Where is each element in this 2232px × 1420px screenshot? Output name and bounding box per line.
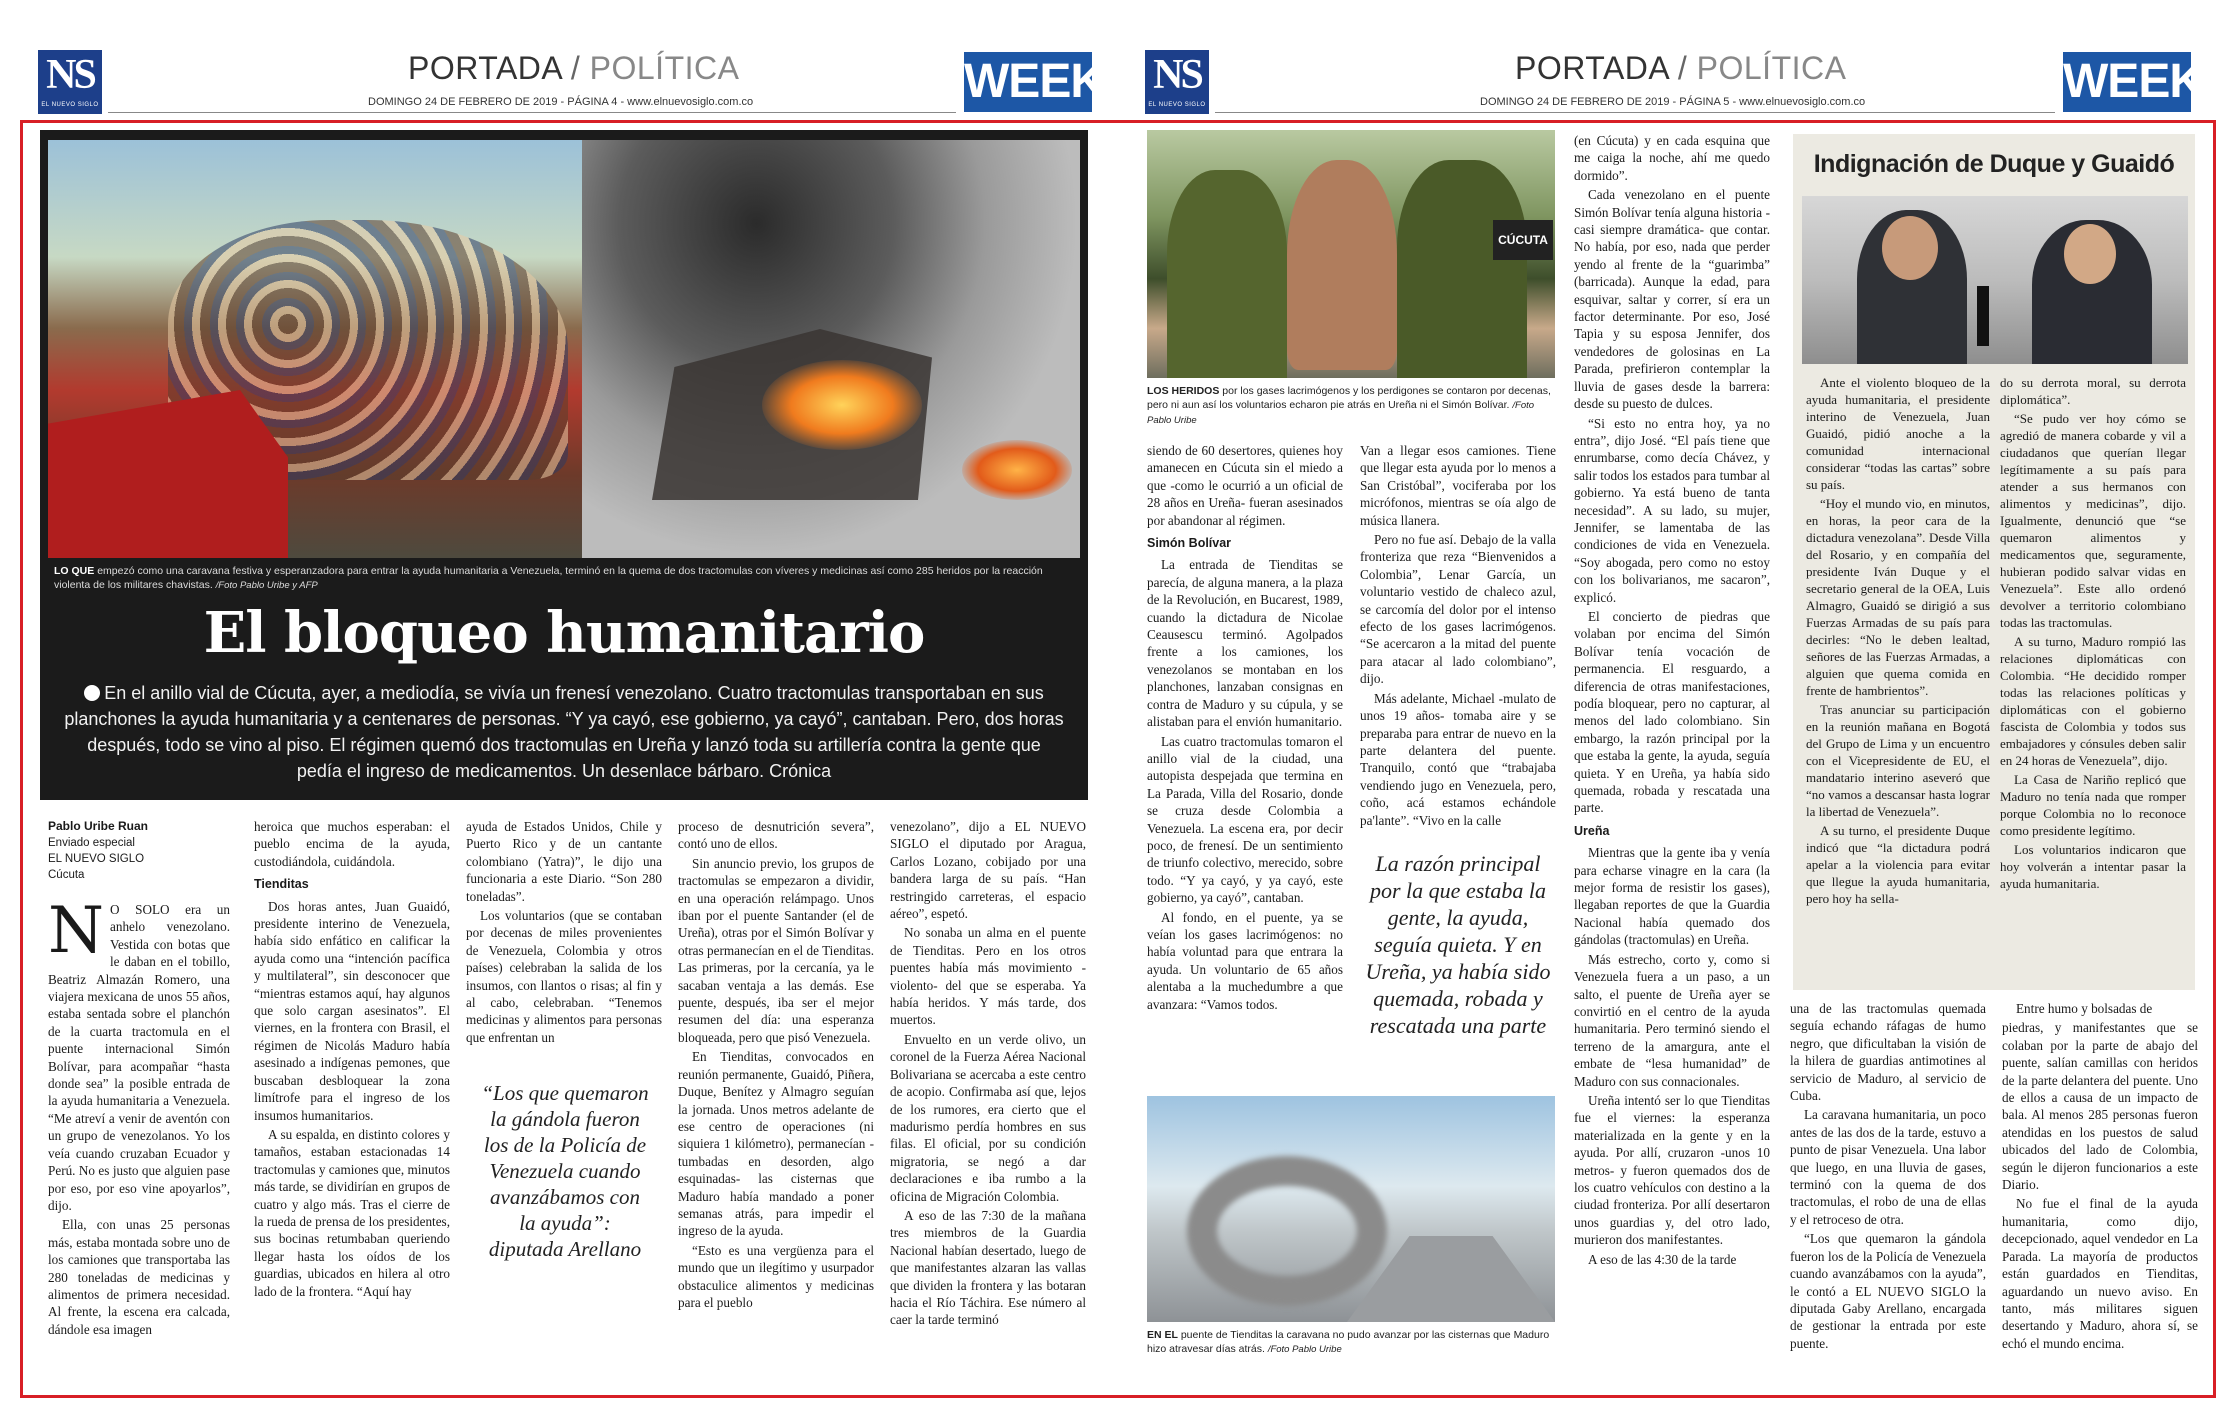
week-logo: WEEK: [2063, 52, 2191, 112]
guard-shape: [1167, 170, 1287, 378]
red-truck-shape: [48, 390, 288, 558]
paragraph: Dos horas antes, Juan Guaidó, presidente interino de Venezuela, había sido enfático en calificar la ayuda como una “intención pacífica y multilateral”, sin desconocer que “mientras estamos aquí, hay algunos que solo cargan asesinatos”. El viernes, en la frontera con Brasil, el régimen de Nicolás Maduro había asesinado a indígenas pemones, que buscaban desbloquear la zona limítrofe para el ingreso de los insumos humanitarios.: [254, 898, 450, 1123]
subhead: Simón Bolívar: [1147, 536, 1232, 551]
paragraph: Mientras que la gente iba y venía para echarse vinagre en la cara (la mejor forma de resistir los gases), llegaban reportes de que la Guardia Nacional había quemado dos gándolas (tractomulas) en Ureña.: [1574, 845, 1770, 948]
bullet-icon: [84, 685, 100, 701]
tienditas-photo: [1147, 1096, 1555, 1322]
byline-paper: EL NUEVO SIGLO: [48, 853, 145, 865]
subhead: Tienditas: [254, 877, 309, 892]
paragraph: No sonaba un alma en el puente de Tienditas. Pero en los otros puentes había más movimiento -violento- del que se esperaba. Ya había heridos. Y más tarde, dos muertos.: [890, 925, 1086, 1028]
byline-role: Enviado especial: [48, 837, 135, 849]
paragraph: do su derrota moral, su derrota diplomática”.: [2000, 375, 2186, 407]
paragraph: La caravana humanitaria, un poco antes de las dos de la tarde, estuvo a punto de pisar Venezuela. Una labor que luego, en una lluvia de gases, terminó con la quema de dos tractomulas, el robo de una de ellas y el retroceso de otra.: [1790, 1107, 1986, 1227]
paragraph: Las cuatro tractomulas tomaron el anillo vial de la ciudad, una autopista despejada que termina en La Parada, Villa del Rosario, donde se cruza desde Colombia a Venezuela. La escena era, por decir poco, de frenesí. De un sentimiento de triunfo colectivo, merecido, sobre todo. “Y ya cayó, y ya cayó, este gobierno, ya cayó”, cantaban.: [1147, 733, 1343, 906]
paragraph: siendo de 60 desertores, quienes hoy amanecen en Cúcuta sin el miedo a que -como le ocurrió a un oficial de 28 años en Ureña- fueran asesinados por abandonar al régimen.: [1147, 443, 1343, 528]
pull-quote: “Los que quemaron la gándola fueron los de la Policía de Venezuela cuando avanzábamos con la ayuda”: diputada Arellano: [481, 1081, 649, 1261]
paragraph: Envuelto en un verde olivo, un coronel de la Fuerza Aérea Nacional Bolivariana se acercaba a este centro de acopio. Confirmaba así que, lejos de los rumores, era cierto que el madurismo perdía hombres en sus filas. El oficial, por su condición migratoria, se negó a dar declaraciones e iba rumbo a la oficina de Migración Colombia.: [890, 1031, 1086, 1204]
top-photo-caption: [1147, 384, 1555, 428]
paragraph: Pero no fue así. Debajo de la valla fronteriza que reza “Bienvenidos a Colombia”, Lenar García, un voluntario vestido de chaleco azul, se carcomía del dolor por el intenso efecto de los gases lacrimógenos. “Se acercaron a la mitad del puente para atacar al lado colombiano”, dijo.: [1360, 532, 1556, 687]
photo-credit: /Foto Pablo Uribe y AFP: [215, 580, 318, 591]
header-rule: [1215, 112, 2055, 113]
caption-lead: LO QUE: [54, 565, 95, 577]
dateline: DOMINGO 24 DE FEBRERO DE 2019 - PÁGINA 5 - www.elnuevosiglo.com.co: [1480, 96, 1866, 108]
paragraph: El concierto de piedras que volaban por encima del Simón Bolívar tenía vocación de permanencia. El resguardo, a diferencia de otras manifestaciones, podía bloquear, pero no capturar, al menos del lado colombiano. Sin embargo, la razón principal por la que estaba la gente, la ayuda, seguía quieta. Y en Ureña, ya había sido quemada, robada y rescatada una parte.: [1574, 608, 1770, 816]
paragraph: Tras anunciar su participación en la reunión mañana en Bogotá del Grupo de Lima y un encuentro con el Vicepresidente de EU, el mandatario interino aseveró que “no vamos a descansar hasta lograr la libertad de Venezuela”.: [1806, 702, 1990, 819]
deck-text: En el anillo vial de Cúcuta, ayer, a mediodía, se vivía un frenesí venezolano. Cuatro tractomulas transportaban en sus planchones la ayuda humanitaria y a centenares de personas. “Y ya cayó, ese gobierno, ya cayó”, cantaban. Pero, dos horas después, todo se vino al piso. El régimen quemó dos tractomulas en Ureña y lanzó toda su artillería contra la gente que pedía el ingreso de medicamentos. Un desenlace bárbaro. Crónica: [64, 683, 1064, 781]
paragraph: Ella, con unas 25 personas más, estaba montada sobre uno de los camiones que transportaba las 280 toneladas de medicinas y alimentos de primera necesidad. Al frente, la escena era calcada, dándole esa imagen: [48, 1217, 230, 1337]
article-column-1: [48, 818, 230, 1340]
caravan-photo: [48, 140, 582, 558]
paragraph: heroica que muchos esperaban: el pueblo encima de la ayuda, custodiándola, cuidándola.: [254, 819, 450, 869]
cucuta-sign: CÚCUTA: [1493, 220, 1553, 260]
wounded-photo: [1147, 130, 1555, 378]
paragraph: Sin anuncio previo, los grupos de tractomulas se empezaron a dividir, en una operación relámpago. Unos iban por el puente Santander (el de Ureña), otras por el Simón Bolívar y otras permanecían en el de Tienditas. Las primeras, por la cercanía, ya le sacaban ventaja a las demás. Ese puente, después, iba ser el mejor resumen del día: una esperanza bloqueada, pero que pisó Venezuela.: [678, 855, 874, 1045]
logo-text: NS: [46, 52, 94, 98]
paragraph: ayuda de Estados Unidos, Chile y Puerto Rico y de un cantante colombiano (Yatra)”, le dijo una funcionaria a este Diario. “Son 280 toneladas”.: [466, 819, 662, 904]
paragraph: O SOLO era un anhelo venezolano. Vestida con botas que le daban en el tobillo, Beatriz Almazán Romero, una viajera mexicana de unos 55 años, estaba sentada sobre el planchón de la cuarta tractomula en el puente internacional Simón Bolívar, para acompañar “hasta donde sea” la posible entrada de la ayuda humanitaria a Venezuela. “Me atreví a venir de aventón con un grupo de venezolanos. Yo los veía cuando cruzaban Ecuador y Perú. No es justo que alguien pase por eso, por eso vine apoyarlos”, dijo.: [48, 902, 230, 1213]
paragraph: Más adelante, Michael -mulato de unos 19 años- tomaba aire y se preparaba para entrar de nuevo en la parte delantera del puente. Tranquilo, contó que “trabajaba vendiendo jugo en Venezuela, pero, coño, acá estamos echándole pa'lante”. “Vivo en la calle: [1360, 690, 1556, 828]
paragraph: A su turno, Maduro rompió las relaciones diplomáticas con Colombia. “He decidido romper todas las relaciones políticas y diplomáticas con el gobierno fascista de Colombia y todos sus embajadores y cónsules deben salir en 24 horas de Venezuela”, dijo.: [2000, 634, 2186, 768]
subhead: Ureña: [1574, 823, 1610, 838]
fire-shape: [962, 440, 1072, 500]
microphone-icon: [1977, 286, 1989, 346]
hero-block: [40, 130, 1088, 800]
sidebar-column-2: [2000, 374, 2186, 894]
guard-shape: [1397, 160, 1527, 378]
subsection-label: POLÍTICA: [589, 50, 740, 86]
paragraph: Los voluntarios indicaron que hoy volverán a intentar pasar la ayuda humanitaria.: [2000, 842, 2186, 891]
bottom-photo-caption: [1147, 1328, 1555, 1357]
section-title: [408, 50, 739, 87]
paragraph: una de las tractomulas quemada seguía echando ráfagas de humo negro, que dificultaban la visión de la hilera de guardias antimotines al servicio de Maduro, al servicio de Cuba.: [1790, 1001, 1986, 1104]
hero-caption: [54, 564, 1074, 593]
face-shape: [1882, 216, 1938, 280]
ns-logo: [38, 50, 102, 114]
logo-subtitle: EL NUEVO SIGLO: [41, 102, 99, 108]
caption-lead: LOS HERIDOS: [1147, 385, 1220, 397]
section-separator: /: [570, 50, 581, 86]
section-separator: /: [1677, 50, 1688, 86]
paragraph: “Los que quemaron la gándola fueron los de la Policía de Venezuela cuando avanzábamos con la ayuda”, le contó a EL NUEVO SIGLO la diputada Gaby Arellano, encargada de gestionar la entrada por este puente.: [1790, 1231, 1986, 1351]
caption-text: puente de Tienditas la caravana no pudo avanzar por las cisternas que Maduro hizo atravesar días atrás.: [1147, 1329, 1550, 1355]
burning-truck-photo: [582, 140, 1080, 558]
main-headline: El bloqueo humanitario: [203, 600, 925, 666]
section-label: PORTADA: [408, 50, 562, 86]
sidebar-column-1: [1806, 374, 1990, 909]
sidebar-title: Indignación de Duque y Guaidó: [1813, 150, 2175, 178]
paragraph: A eso de las 4:30 de la tarde: [1588, 1251, 1737, 1267]
paragraph: proceso de desnutrición severa”, contó uno de ellos.: [678, 819, 874, 852]
article-column-3: [466, 818, 662, 1048]
wounded-man-shape: [1287, 160, 1397, 370]
paragraph: Más estrecho, corto y, como si Venezuela fuera a un paso, a un salto, el puente de Ureña ayer se convirtió en el centro de la ayuda humanitaria. Pero terminó siendo el terreno de la amargura, ante el embate de “lesa humanidad” de Maduro con sus connacionales.: [1574, 951, 1770, 1089]
subsection-label: POLÍTICA: [1696, 50, 1847, 86]
paragraph: No fue el final de la ayuda humanitaria, como dijo, decepcionado, aquel vendedor en La Parada. La mayoría de productos están guardados en Tienditas, aguardando un nuevo aviso. En tanto, más militares siguen desertando y Maduro, ahora sí, se echó el mundo encima.: [2002, 1196, 2198, 1351]
photo-credit: /Foto Pablo Uribe: [1267, 1344, 1342, 1355]
logo-subtitle: EL NUEVO SIGLO: [1148, 102, 1206, 108]
paragraph: “Hoy el mundo vio, en minutos, en horas, la peor cara de la dictadura venezolana”. Desde Villa del Rosario, y en compañía del presidente Iván Duque y el secretario general de la OEA, Luis Almagro, Guaidó se dirigió a sus Fuerzas Armadas de su país para decirles: “No le deben lealtad, señores de las Fuerzas Armadas, a alguien que quema comida en frente de hambrientos”.: [1806, 496, 1990, 698]
paragraph: En Tienditas, convocados en reunión permanente, Guaidó, Piñera, Duque, Benítez y Almagro seguían la jornada. Unos metros adelante de ese centro de operaciones (ni siquiera 1 kilómetro), permanecían -tumbadas en desorden, algo esquinadas- las cisternas que Maduro había mandado a poner semanas atrás, para impedir el ingreso de la ayuda.: [678, 1049, 874, 1239]
caption-text: por los gases lacrimógenos y los perdigones se contaron por decenas, pero ni aun así los voluntarios echaron pie atrás en Ureña ni el Simón Bolívar.: [1147, 385, 1551, 411]
pull-quote: La razón principal por la que estaba la gente, la ayuda, seguía quieta. Y en Ureña, ya había sido quemada, robada y rescatada una parte: [1365, 851, 1551, 1038]
paragraph: Al fondo, en el puente, ya se veían los gases lacrimógenos: no había voluntad para que entrara la ayuda. Un voluntario de 65 años alentaba a la muchedumbre a que avanzara: “Vamos todos.: [1147, 909, 1343, 1012]
paragraph: Ureña intentó ser lo que Tienditas fue el viernes: la esperanza materializada en la gente y en la ayuda. Por allí, cruzaron -unos 10 metros- y fueron quemados dos de los cuatro vehículos con destino a la ciudad fronteriza. Por allí desertaron unos guardias y, del otro lado, murieron dos manifestantes.: [1574, 1092, 1770, 1248]
photo-credit: /Foto Pablo Uribe: [1147, 400, 1535, 426]
fire-shape: [762, 360, 922, 450]
byline-place: Cúcuta: [48, 869, 85, 881]
face-shape: [2064, 224, 2116, 284]
paragraph: Entre humo y bolsadas de: [2016, 1001, 2153, 1016]
duque-guaido-photo: [1802, 196, 2188, 364]
paragraph: Los voluntarios (que se contaban por decenas de miles provenientes de Venezuela, Colombia y otros países) celebraban la salida de los insumos, con llantos o risas; al fin y al cabo, celebraban. “Tenemos medicinas y alimentos para personas que enfrentan un: [466, 908, 662, 1045]
right-column-5: [2002, 1000, 2198, 1354]
right-column-1: [1147, 442, 1343, 1015]
section-label: PORTADA: [1515, 50, 1669, 86]
ns-logo: [1145, 50, 1209, 114]
article-column-4: [678, 818, 874, 1313]
right-column-4: [1790, 1000, 1986, 1354]
paragraph: (en Cúcuta) y en cada esquina que me caiga la noche, ahí me quedo dormido”.: [1574, 133, 1770, 183]
logo-text: NS: [1153, 52, 1201, 98]
chain-shape: [1187, 1156, 1387, 1306]
paragraph: “Si esto no entra hoy, ya no entra”, dijo José. “El país tiene que enrumbarse, como decía Chávez, y salir todos los estados para tumbar al gobierno. Ya está bueno de tanta necesidad”. A su lado, su mujer, Jennifer, se lamentaba de las condiciones de vida en Venezuela. “Soy abogada, pero como no estoy con los bolivarianos, me sacaron”, explicó.: [1574, 415, 1770, 605]
paragraph: A su turno, el presidente Duque indicó que “la dictadura podrá apelar a la violencia para evitar que llegue la ayuda humanitaria, pero hoy ha sella-: [1806, 823, 1990, 906]
paragraph: La Casa de Nariño replicó que Maduro no tenía nada que romper porque Colombia no lo reconoce como presidente legítimo.: [2000, 772, 2186, 838]
deck: [64, 680, 1064, 784]
dropcap: N: [48, 894, 104, 968]
caption-lead: EN EL: [1147, 1329, 1178, 1341]
left-page-header: [38, 50, 1104, 120]
article-column-5: [890, 818, 1086, 1331]
paragraph: “Se pudo ver hoy cómo se agredió de manera cobarde y vil a ciudadanos que querían llegar legítimamente a su país para atender a sus hermanos con alimentos y medicinas”, dijo. Igualmente, denunció que “se quemaron alimentos y medicamentos que, seguramente, hubieran podido salvar vidas en Venezuela”. Este allo ordenó devolver a territorio colombiano todas las tractomulas.: [2000, 411, 2186, 630]
paragraph: piedras, y manifestantes que se colaban por la parte de abajo del puente, salían camillas con heridos de la parte delantera del puente. Uno de ellos a causa de un impacto de bala. Al menos 285 personas fueron atendidas en los puestos de salud ubicados del lado de Colombia, según le dijeron funcionarios a este Diario.: [2002, 1020, 2198, 1193]
section-title: [1515, 50, 1846, 87]
article-column-2: [254, 818, 450, 1302]
paragraph: Van a llegar esos camiones. Tiene que llegar esta ayuda por lo menos a San Cristóbal”, vociferaba por los micrófonos, mientras se oía algo de música llanera.: [1360, 443, 1556, 528]
paragraph: Cada venezolano en el puente Simón Bolívar tenía alguna historia -casi siempre dramática- que contar. No había, por eso, nada que perder yendo al frente de la “guarimba” (barricada). Aunque la edad, para esquivar, saltar y correr, sí era un factor determinante. Por eso, José Tapia y su esposa Jennifer, dos vendedores de golosinas en La Parada, prefirieron contemplar la lluvia de gases desde la barrera: desde su puesto de dulces.: [1574, 187, 1770, 412]
paragraph: venezolano”, dijo a EL NUEVO SIGLO el diputado por Aragua, Carlos Lozano, cobijado por una bandera larga de su país. “Han restringido carreteras, el espacio aéreo”, espetó.: [890, 819, 1086, 922]
header-rule: [108, 112, 956, 113]
byline: [48, 818, 230, 883]
caption-text: empezó como una caravana festiva y esperanzadora para entrar la ayuda humanitaria a Venezuela, terminó en la quema de dos tractomulas con víveres y medicinas así como 285 heridos por la reacción violenta de los militares chavistas.: [54, 565, 1043, 591]
dateline: DOMINGO 24 DE FEBRERO DE 2019 - PÁGINA 4 - www.elnuevosiglo.com.co: [368, 96, 754, 108]
paragraph: A su espalda, en distinto colores y tamaños, estaban estacionadas 14 tractomulas y camiones que, minutos más tarde, se dividirían en grupos de cuatro y algo más. Tras el cierre de la rueda de prensa de los presidentes, sus bocinas retumbaban queriendo llegar hasta los oídos de los guardias, ubicados en hilera al otro lado de la frontera. “Aquí hay: [254, 1126, 450, 1299]
right-column-3: [1574, 132, 1770, 1270]
week-logo: WEEK: [964, 52, 1092, 112]
right-page-header: [1145, 50, 2203, 120]
paragraph: A eso de las 7:30 de la mañana tres miembros de la Guardia Nacional habían desertado, luego de que manifestantes alzaran las vallas que dividen la frontera y las botaran hacia el Río Táchira. Ese número al caer la tarde terminó: [890, 1207, 1086, 1328]
byline-author: Pablo Uribe Ruan: [48, 819, 149, 833]
paragraph: Ante el violento bloqueo de la ayuda humanitaria, el presidente interino de Venezuela, Juan Guaidó, pidió anoche a la comunidad internacional considerar “todas las cartas” sobre su país.: [1806, 375, 1990, 492]
paragraph: “Esto es una vergüenza para el mundo que un ilegítimo y usurpador obstaculice alimentos y medicinas para el pueblo: [678, 1242, 874, 1310]
paragraph: La entrada de Tienditas se parecía, de alguna manera, a la plaza de la Revolución, en Bucarest, 1989, cuando la dictadura de Nicolae Ceausescu terminó. Agolpados frente a los camiones, los venezolanos se montaban en los planchones, lanzaban consignas en contra de Maduro y su cúpula, y se alistaban para el envión humanitario.: [1147, 557, 1343, 730]
right-column-2: [1360, 442, 1556, 831]
